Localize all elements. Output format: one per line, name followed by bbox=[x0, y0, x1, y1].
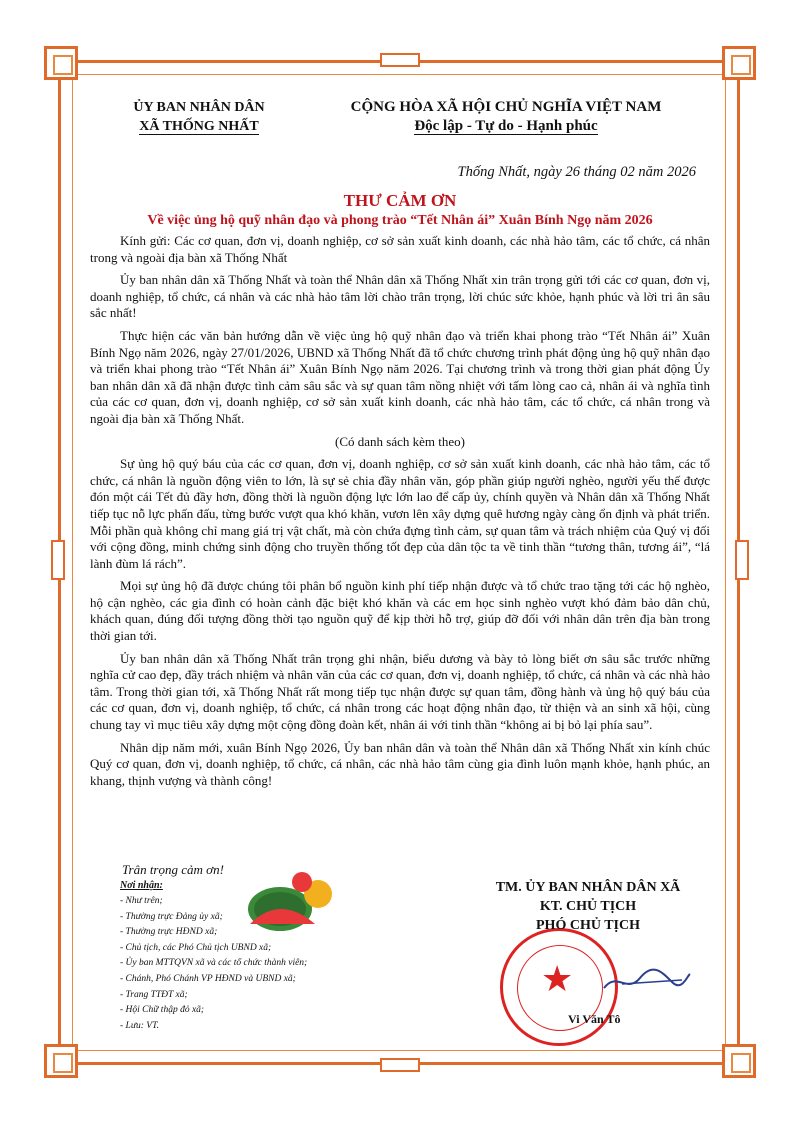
signer-name: Vi Văn Tô bbox=[568, 1012, 621, 1026]
recipient-item: - Thường trực HĐND xã; bbox=[120, 927, 218, 938]
paragraph-6: Nhân dịp năm mới, xuân Bính Ngọ 2026, Ủy ban nhân dân và toàn thể Nhân dân xã Thống Nhất xin kính chúc Quý cơ quan, đơn vị, doanh nghiệp, tổ chức, cá nhân, các nhà hảo tâm cùng gia đình luôn mạnh khỏe, hạnh phúc, an khang, thịnh vượng và thành công! bbox=[90, 739, 710, 788]
border-mid-ornament bbox=[380, 53, 420, 67]
recipient-item: - Trang TTĐT xã; bbox=[120, 989, 188, 1000]
handwritten-signature bbox=[602, 966, 692, 996]
recipient-item: - Lưu: VT. bbox=[120, 1020, 160, 1031]
issuing-authority bbox=[124, 98, 274, 136]
border-corner-ornament bbox=[44, 46, 78, 80]
border-corner-ornament bbox=[722, 46, 756, 80]
nation-line-2: Độc lập - Tự do - Hạnh phúc bbox=[414, 118, 598, 134]
letter-footer bbox=[90, 862, 710, 1042]
document-date: Thống Nhất, ngày 26 tháng 02 năm 2026 bbox=[457, 164, 696, 180]
official-seal-stamp bbox=[500, 928, 621, 1046]
org-line-2: XÃ THỐNG NHẤT bbox=[139, 119, 259, 134]
sign-line-3: PHÓ CHỦ TỊCH bbox=[536, 918, 640, 933]
border-corner-ornament bbox=[44, 1044, 78, 1078]
letter-body bbox=[90, 98, 710, 789]
document-title: THƯ CẢM ƠN bbox=[343, 191, 457, 210]
org-line-1: ỦY BAN NHÂN DÂN bbox=[133, 100, 265, 115]
seal-star-icon: ★ bbox=[541, 959, 574, 999]
recipients-list bbox=[120, 894, 307, 1034]
paragraph-3: Sự ủng hộ quý báu của các cơ quan, đơn vị, doanh nghiệp, cơ sở sản xuất kinh doanh, các nhà hảo tâm, các tổ chức, cá nhân là nguồn động viên to lớn, là sự sẻ chia đầy nhân văn, góp phần giúp người nghèo, người yếu thế được đón một cái Tết đủ đầy hơn, đồng thời là nguồn động lực lớn lao để cấp ủy, chính quyền và Nhân dân xã Thống Nhất tiếp tục nỗ lực phấn đấu, từng bước vượt qua khó khăn, vươn lên xây dựng quê hương ngày càng ổn định và phát triển. Mỗi phần quà không chỉ mang giá trị vật chất, mà còn chứa đựng tình cảm, sự quan tâm và trách nhiệm của Quý vị đối với cộng đồng, minh chứng sinh động cho truyền thống tốt đẹp của dân tộc ta về tinh thần “tương thân, tương ái”, “lá lành đùm lá rách”. bbox=[90, 456, 710, 571]
paragraph-4: Mọi sự ủng hộ đã được chúng tôi phân bổ nguồn kinh phí tiếp nhận được và tổ chức trao tặng tới các hộ nghèo, hộ cận nghèo, các gia đình có hoàn cảnh đặc biệt khó khăn và các em học sinh nghèo vượt khó đảm bảo dân chủ, khách quan, đúng đối tượng đồng thời tạo nguồn quỹ để kịp thời hỗ trợ, giúp đỡ đối với nhân dân trên địa bàn trong thời gian tới. bbox=[90, 578, 710, 644]
sign-line-1: TM. ỦY BAN NHÂN DÂN XÃ bbox=[495, 880, 681, 895]
border-mid-ornament bbox=[380, 1058, 420, 1072]
sign-line-2: KT. CHỦ TỊCH bbox=[539, 899, 637, 914]
document-subtitle: Về việc ủng hộ quỹ nhân đạo và phong trào “Tết Nhân ái” Xuân Bính Ngọ năm 2026 bbox=[147, 213, 653, 228]
recipient-item: - Như trên; bbox=[120, 896, 163, 906]
recipients-title: Nơi nhận: bbox=[120, 880, 163, 891]
paragraph-1: Ủy ban nhân dân xã Thống Nhất và toàn thể Nhân dân xã Thống Nhất xin trân trọng gửi tới các cơ quan, đơn vị, doanh nghiệp, tổ chức, cá nhân và các nhà hảo tâm lời chào trân trọng, lời chúc sức khỏe, hạnh phúc và lời tri ân sâu sắc nhất! bbox=[90, 272, 710, 321]
closing-line: Trân trọng cảm ơn! bbox=[122, 862, 224, 877]
signature-block bbox=[468, 878, 708, 935]
border-side-ornament bbox=[735, 540, 749, 580]
greeting: Kính gửi: Các cơ quan, đơn vị, doanh nghiệp, cơ sở sản xuất kinh doanh, các nhà hảo tâm, các tổ chức, cá nhân trong và ngoài địa bàn xã Thống Nhất bbox=[90, 233, 710, 265]
nation-line-1: CỘNG HÒA XÃ HỘI CHỦ NGHĨA VIỆT NAM bbox=[350, 99, 662, 115]
document-header bbox=[90, 98, 710, 164]
recipient-item: - Chánh, Phó Chánh VP HĐND và UBND xã; bbox=[120, 973, 296, 984]
paragraph-5: Ủy ban nhân dân xã Thống Nhất trân trọng ghi nhận, biểu dương và bày tỏ lòng biết ơn sâu sắc trước những nghĩa cử cao đẹp, đầy trách nhiệm và nhân văn của các cơ quan, đơn vị, doanh nghiệp, tổ chức, cá nhân và các nhà hảo tâm. Trong thời gian tới, xã Thống Nhất rất mong tiếp tục nhận được sự quan tâm, đồng hành và ủng hộ quý báu của các cơ quan, đơn vị, doanh nghiệp, tổ chức, cá nhân trong các hoạt động nhân đạo, từ thiện và an sinh xã hội, cùng chung tay vì mục tiêu xây dựng một cộng đồng đoàn kết, nhân ái với tinh thần “không ai bị bỏ lại phía sau”. bbox=[90, 650, 710, 733]
attachment-note: (Có danh sách kèm theo) bbox=[335, 433, 465, 449]
border-side-ornament bbox=[51, 540, 65, 580]
national-motto bbox=[296, 98, 716, 136]
recipient-item: - Hội Chữ thập đỏ xã; bbox=[120, 1005, 205, 1016]
recipient-item: - Thường trực Đảng ủy xã; bbox=[120, 911, 223, 922]
recipient-item: - Ủy ban MTTQVN xã và các tổ chức thành viên; bbox=[120, 958, 308, 969]
paragraph-2: Thực hiện các văn bản hướng dẫn về việc ủng hộ quỹ nhân đạo và triển khai phong trào “Tết Nhân ái” Xuân Bính Ngọ năm 2026, ngày 27/01/2026, UBND xã Thống Nhất đã tổ chức chương trình phát động ủng hộ quỹ nhân đạo và triển khai phong trào “Tết Nhân ái” Xuân Bính Ngọ năm 2026. Tại chương trình và trong thời gian phát động Ủy ban nhân dân xã đã nhận được tình cảm sâu sắc và sự quan tâm nồng nhiệt với tấm lòng cao cả, nhân ái và nghĩa tình của các cơ quan, đơn vị, doanh nghiệp, cơ sở sản xuất kinh doanh, các nhà hảo tâm, các tổ chức, cá nhân trong và ngoài địa bàn xã Thống Nhất. bbox=[90, 327, 710, 426]
border-corner-ornament bbox=[722, 1044, 756, 1078]
recipient-item: - Chủ tịch, các Phó Chủ tịch UBND xã; bbox=[120, 942, 272, 953]
